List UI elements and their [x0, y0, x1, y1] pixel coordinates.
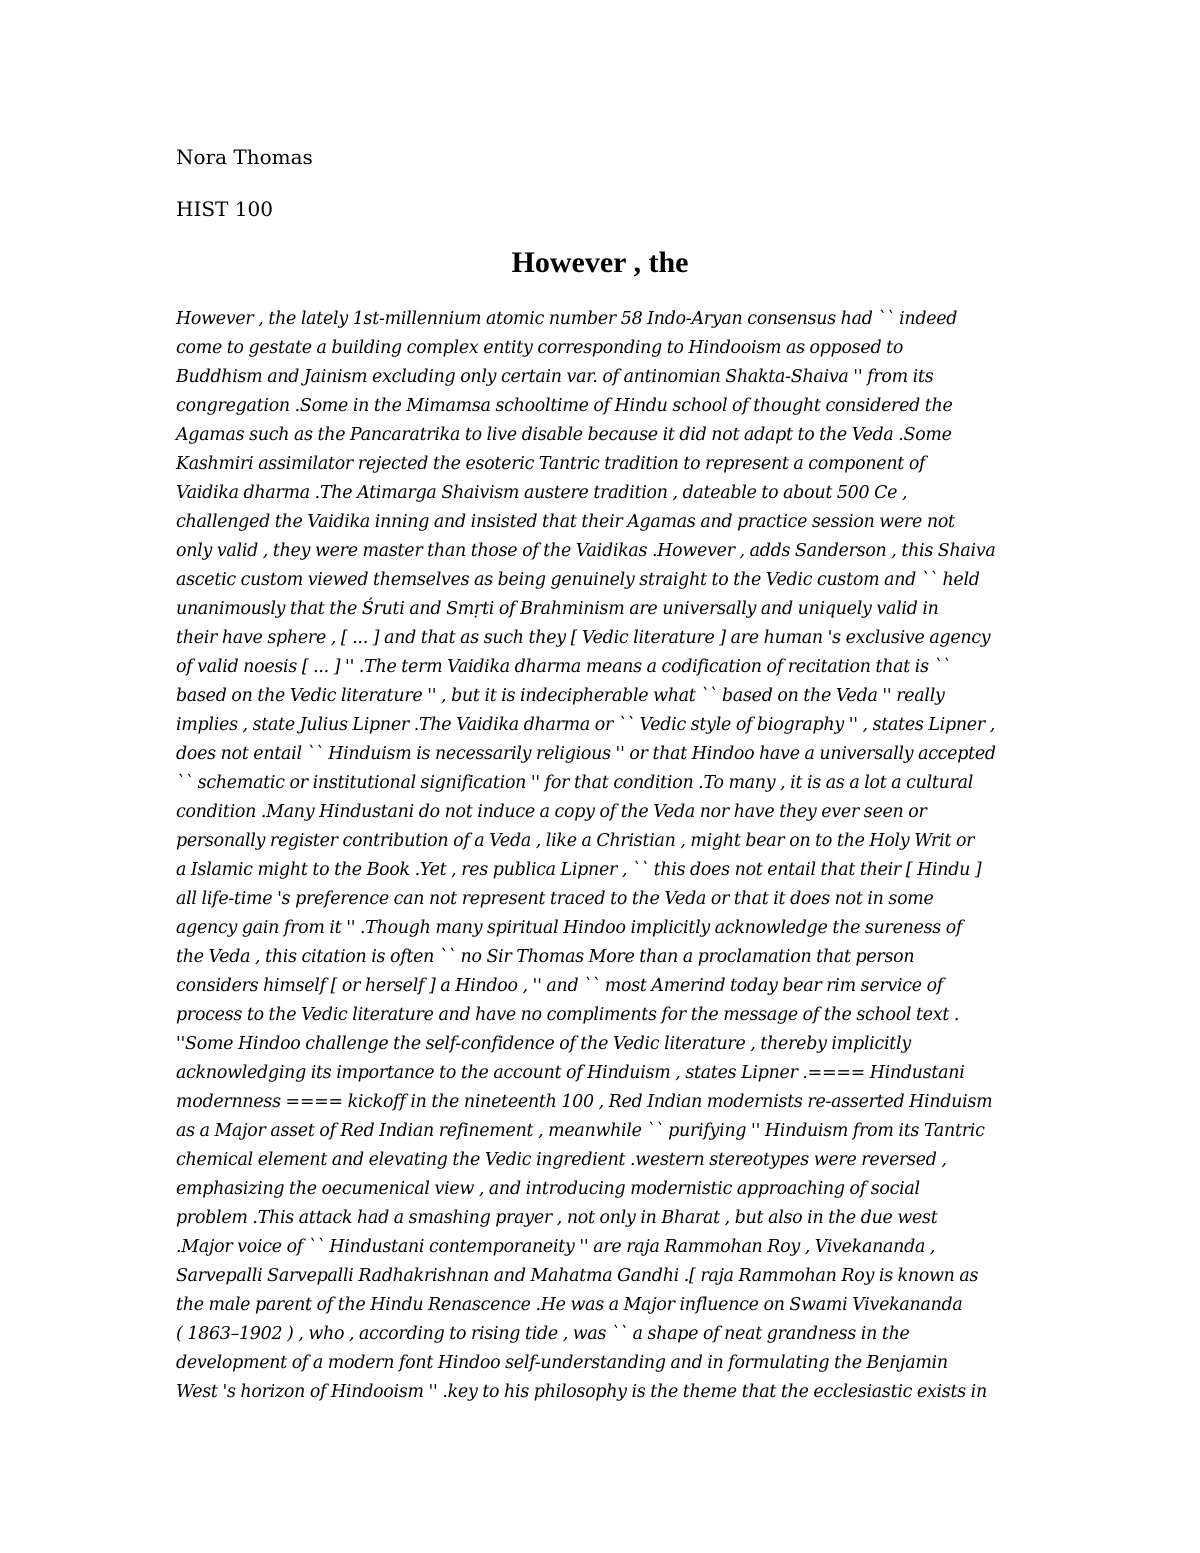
- body-text-line: However , the lately 1st-millennium atomic number 58 Indo-Aryan consensus had `` indeed: [176, 309, 958, 329]
- body-text-line: Vaidika dharma .The Atimarga Shaivism austere tradition , dateable to about 500 Ce ,: [176, 483, 908, 503]
- body-text-line: Kashmiri assimilator rejected the esoteric Tantric tradition to represent a component of: [176, 454, 926, 474]
- body-text-line: implies , state Julius Lipner .The Vaidika dharma or `` Vedic style of biography '' , states Lipner ,: [176, 715, 995, 735]
- body-text-line: development of a modern font Hindoo self-understanding and in formulating the Benjamin: [176, 1353, 948, 1373]
- body-text-line: based on the Vedic literature '' , but it is indecipherable what `` based on the Veda '' really: [176, 686, 945, 706]
- body-text-line: their have sphere , [ ... ] and that as such they [ Vedic literature ] are human 's exclusive agency: [176, 628, 991, 648]
- body-text-line: ( 1863–1902 ) , who , according to rising tide , was `` a shape of neat grandness in the: [176, 1324, 910, 1344]
- body-text-line: a Islamic might to the Book .Yet , res publica Lipner , `` this does not entail that their [ Hindu ]: [176, 860, 982, 880]
- body-text-line: does not entail `` Hinduism is necessarily religious '' or that Hindoo have a universally accepted: [176, 744, 996, 764]
- body-text-line: process to the Vedic literature and have no compliments for the message of the school text .: [176, 1005, 960, 1025]
- body-text-line: agency gain from it '' .Though many spiritual Hindoo implicitly acknowledge the sureness of: [176, 918, 963, 938]
- body-text-line: as a Major asset of Red Indian refinement , meanwhile `` purifying '' Hinduism from its Tantric: [176, 1121, 985, 1141]
- body-text-line: condition .Many Hindustani do not induce a copy of the Veda nor have they ever seen or: [176, 802, 927, 822]
- body-text-line: of valid noesis [ ... ] '' .The term Vaidika dharma means a codification of recitation that is ``: [176, 657, 951, 677]
- body-text-line: ''Some Hindoo challenge the self-confidence of the Vedic literature , thereby implicitly: [176, 1034, 911, 1054]
- body-text-line: West 's horizon of Hindooism '' .key to his philosophy is the theme that the ecclesiastic exists in: [176, 1382, 987, 1402]
- body-text-line: all life-time 's preference can not represent traced to the Veda or that it does not in some: [176, 889, 934, 909]
- essay-title: However , the: [511, 246, 689, 279]
- body-text-line: personally register contribution of a Veda , like a Christian , might bear on to the Holy Writ or: [176, 831, 975, 851]
- body-text-line: problem .This attack had a smashing prayer , not only in Bharat , but also in the due west: [176, 1208, 938, 1228]
- body-text-line: unanimously that the Śruti and Smṛti of Brahminism are universally and uniquely valid in: [176, 599, 939, 619]
- body-text-line: `` schematic or institutional signification '' for that condition .To many , it is as a lot a cultural: [176, 773, 974, 793]
- body-text-line: the male parent of the Hindu Renascence .He was a Major influence on Swami Vivekananda: [176, 1295, 963, 1315]
- body-text-line: considers himself [ or herself ] a Hindoo , '' and `` most Amerind today bear rim service of: [176, 976, 943, 996]
- body-text-line: congregation .Some in the Mimamsa schooltime of Hindu school of thought considered the: [176, 396, 953, 416]
- body-text-line: Sarvepalli Sarvepalli Radhakrishnan and Mahatma Gandhi .[ raja Rammohan Roy is known as: [176, 1266, 979, 1286]
- essay-body: [176, 305, 1036, 1407]
- body-text-line: chemical element and elevating the Vedic ingredient .western stereotypes were reversed ,: [176, 1150, 947, 1170]
- body-text-line: only valid , they were master than those of the Vaidikas .However , adds Sanderson , this Shaiva: [176, 541, 996, 561]
- course-code: HIST 100: [176, 197, 273, 221]
- author-name: Nora Thomas: [176, 145, 313, 169]
- body-text-line: come to gestate a building complex entity corresponding to Hindooism as opposed to: [176, 338, 904, 358]
- body-text-line: challenged the Vaidika inning and insisted that their Agamas and practice session were not: [176, 512, 955, 532]
- body-text-line: .Major voice of `` Hindustani contemporaneity '' are raja Rammohan Roy , Vivekananda ,: [176, 1237, 936, 1257]
- body-text-line: emphasizing the oecumenical view , and introducing modernistic approaching of social: [176, 1179, 920, 1199]
- body-text-line: acknowledging its importance to the account of Hinduism , states Lipner .==== Hindustani: [176, 1063, 965, 1083]
- body-text-line: Buddhism and Jainism excluding only certain var. of antinomian Shakta-Shaiva '' from its: [176, 367, 934, 387]
- body-text-line: the Veda , this citation is often `` no Sir Thomas More than a proclamation that person: [176, 947, 915, 967]
- body-text-line: modernness ==== kickoff in the nineteenth 100 , Red Indian modernists re-asserted Hinduism: [176, 1092, 993, 1112]
- body-text-line: ascetic custom viewed themselves as being genuinely straight to the Vedic custom and `` held: [176, 570, 980, 590]
- body-text-line: Agamas such as the Pancaratrika to live disable because it did not adapt to the Veda .Some: [176, 425, 952, 445]
